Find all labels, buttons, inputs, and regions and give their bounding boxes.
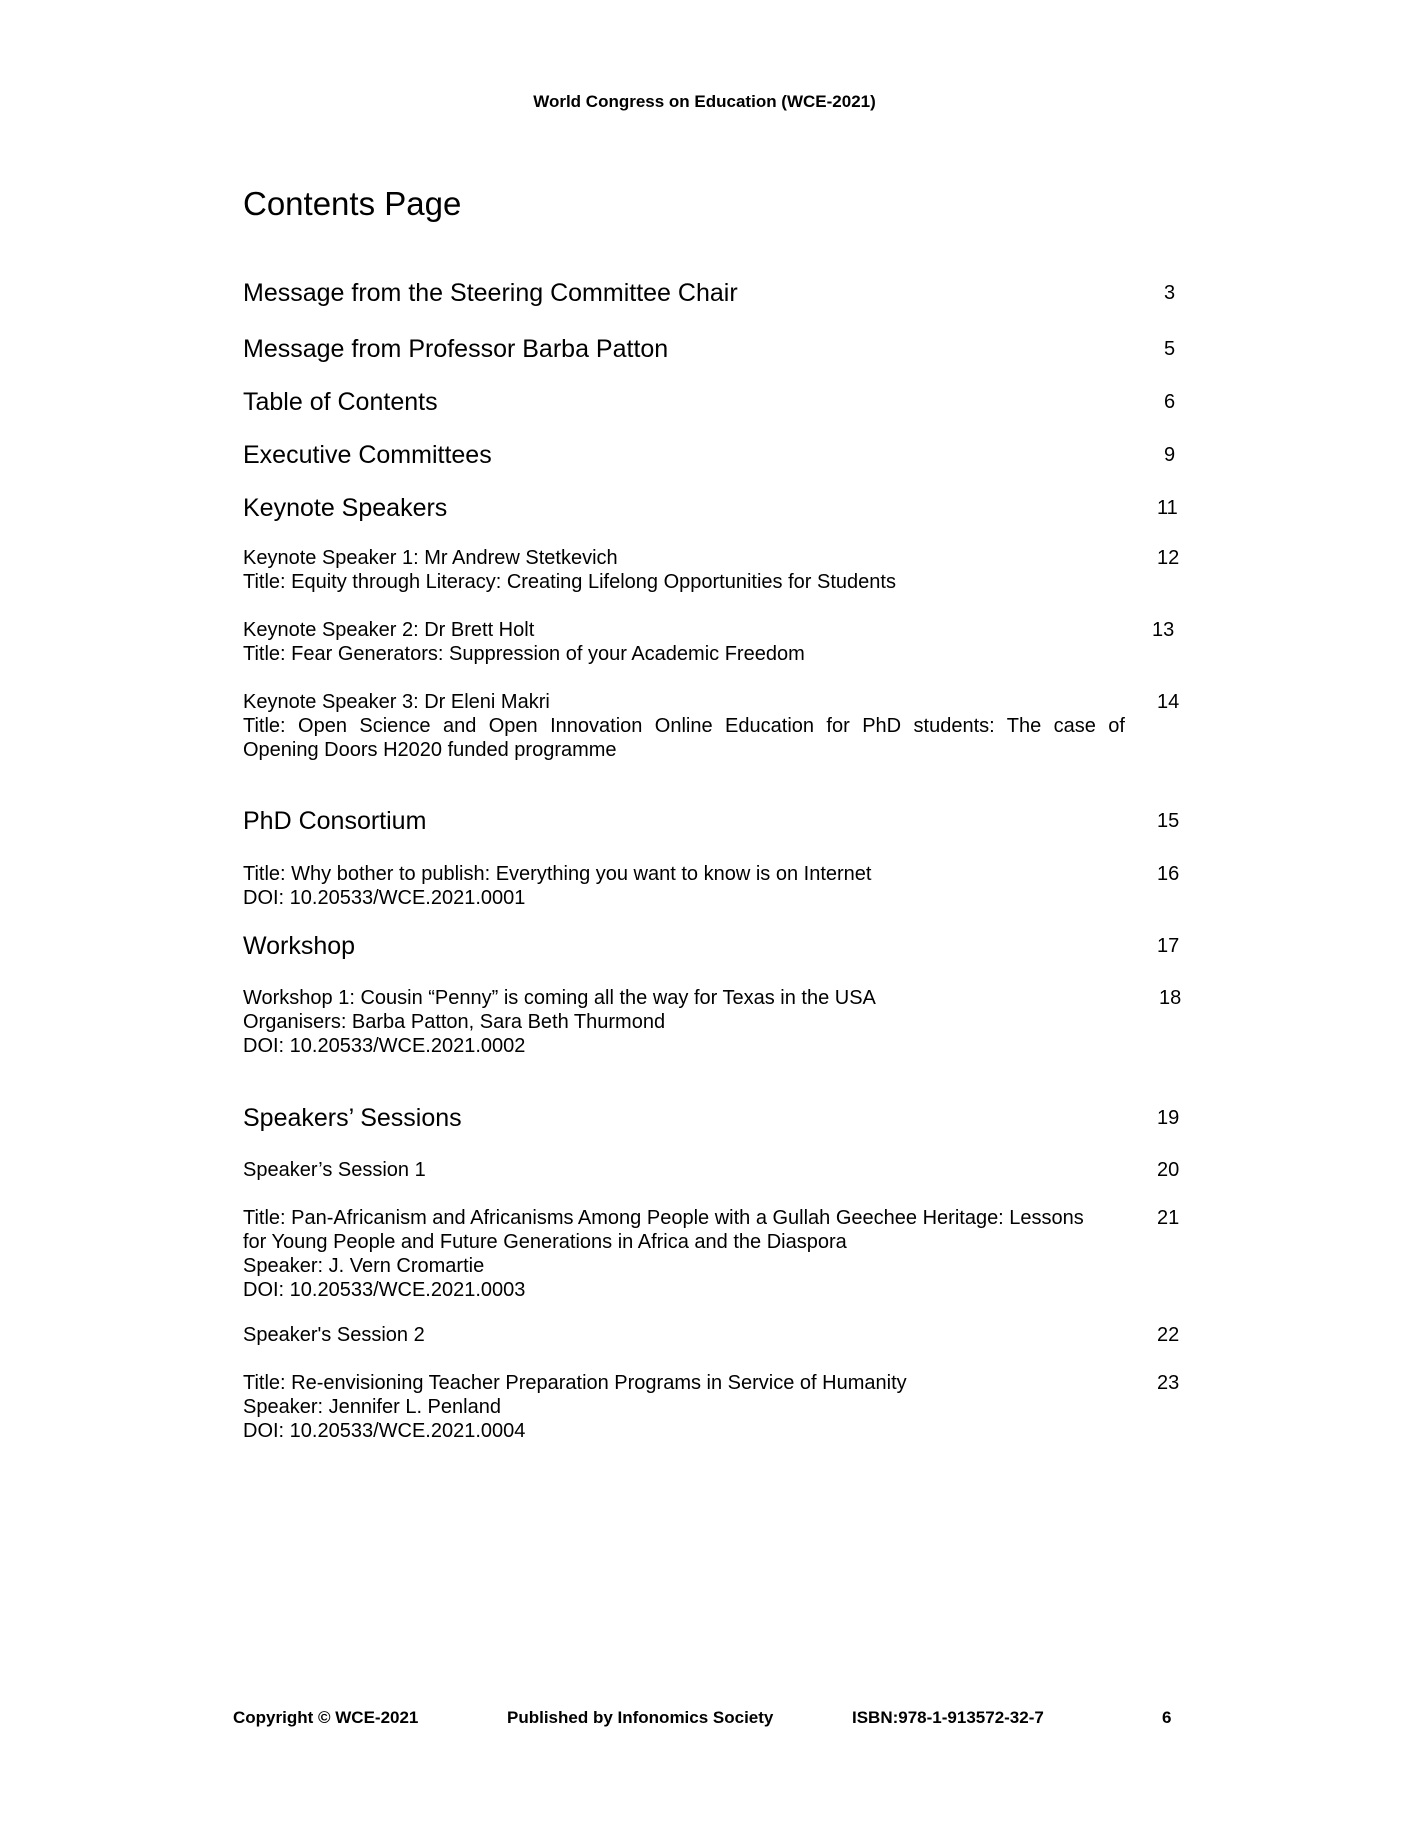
keynote-2-title: Title: Fear Generators: Suppression of your Academic Freedom	[243, 643, 805, 665]
phd-1-doi: DOI: 10.20533/WCE.2021.0001	[243, 887, 526, 909]
session-1-paper-title-cont: for Young People and Future Generations in Africa and the Diaspora	[243, 1231, 847, 1253]
footer-isbn: ISBN:978-1-913572-32-7	[852, 1708, 1044, 1727]
toc-entry-workshop: Workshop	[243, 932, 356, 960]
session-1-paper-title: Title: Pan-Africanism and Africanisms Among People with a Gullah Geechee Heritage: Lessons	[243, 1207, 1084, 1229]
toc-entry-keynote-1	[243, 546, 1123, 594]
session-1-paper-speaker: Speaker: J. Vern Cromartie	[243, 1255, 485, 1277]
toc-page-sessions: 19	[1157, 1107, 1180, 1129]
keynote-3-title-cont: Opening Doors H2020 funded programme	[243, 739, 617, 761]
keynote-1-speaker: Keynote Speaker 1: Mr Andrew Stetkevich	[243, 547, 618, 569]
phd-1-title: Title: Why bother to publish: Everything you want to know is on Internet	[243, 863, 872, 885]
toc-page-exec: 9	[1164, 444, 1176, 466]
toc-entry-session-2-paper	[243, 1371, 1123, 1443]
session-1-paper-doi: DOI: 10.20533/WCE.2021.0003	[243, 1279, 526, 1301]
page-title: Contents Page	[243, 185, 462, 222]
keynote-1-title: Title: Equity through Literacy: Creating Lifelong Opportunities for Students	[243, 571, 896, 593]
toc-entry-exec: Executive Committees	[243, 441, 492, 469]
toc-entry-patton: Message from Professor Barba Patton	[243, 335, 669, 363]
session-2-paper-title: Title: Re-envisioning Teacher Preparation Programs in Service of Humanity	[243, 1372, 907, 1394]
toc-page-keynotes: 11	[1157, 497, 1178, 519]
toc-page-session-1: 20	[1157, 1159, 1180, 1181]
toc-page-table: 6	[1164, 391, 1176, 413]
footer-publisher: Published by Infonomics Society	[507, 1708, 774, 1727]
toc-page-session-2-paper: 23	[1157, 1372, 1180, 1394]
toc-entry-session-1: Speaker’s Session 1	[243, 1159, 426, 1181]
toc-entry-sessions: Speakers’ Sessions	[243, 1104, 462, 1132]
workshop-1-doi: DOI: 10.20533/WCE.2021.0002	[243, 1035, 526, 1057]
session-2-paper-speaker: Speaker: Jennifer L. Penland	[243, 1396, 501, 1418]
footer-copyright: Copyright © WCE-2021	[233, 1708, 419, 1727]
workshop-1-title: Workshop 1: Cousin “Penny” is coming all the way for Texas in the USA	[243, 987, 876, 1009]
toc-page-workshop: 17	[1157, 935, 1180, 957]
toc-page-keynote-2: 13	[1152, 619, 1175, 641]
toc-entry-session-2: Speaker's Session 2	[243, 1324, 425, 1346]
toc-entry-phd-1	[243, 862, 1123, 910]
workshop-1-organisers: Organisers: Barba Patton, Sara Beth Thurmond	[243, 1011, 666, 1033]
toc-entry-steering: Message from the Steering Committee Chair	[243, 279, 738, 307]
session-2-paper-doi: DOI: 10.20533/WCE.2021.0004	[243, 1420, 526, 1442]
toc-entry-phd: PhD Consortium	[243, 807, 427, 835]
toc-page-phd: 15	[1157, 810, 1180, 832]
toc-page-keynote-1: 12	[1157, 547, 1180, 569]
toc-entry-keynotes: Keynote Speakers	[243, 494, 448, 522]
keynote-3-title: Title: Open Science and Open Innovation Online Education for PhD students: The case of	[243, 715, 1125, 737]
toc-entry-table: Table of Contents	[243, 388, 438, 416]
toc-page-patton: 5	[1164, 338, 1176, 360]
toc-page-steering: 3	[1164, 282, 1176, 304]
toc-entry-workshop-1	[243, 986, 1123, 1058]
toc-entry-keynote-2	[243, 618, 1123, 666]
toc-page-session-2: 22	[1157, 1324, 1180, 1346]
toc-entry-keynote-3	[243, 690, 1125, 762]
footer-page-number: 6	[1162, 1708, 1172, 1727]
running-header: World Congress on Education (WCE-2021)	[533, 92, 876, 111]
toc-page-workshop-1: 18	[1159, 987, 1182, 1009]
toc-page-phd-1: 16	[1157, 863, 1180, 885]
toc-entry-session-1-paper	[243, 1206, 1123, 1302]
toc-page-session-1-paper: 21	[1157, 1207, 1180, 1229]
toc-page-keynote-3: 14	[1157, 691, 1180, 713]
keynote-3-speaker: Keynote Speaker 3: Dr Eleni Makri	[243, 691, 550, 713]
keynote-2-speaker: Keynote Speaker 2: Dr Brett Holt	[243, 619, 535, 641]
